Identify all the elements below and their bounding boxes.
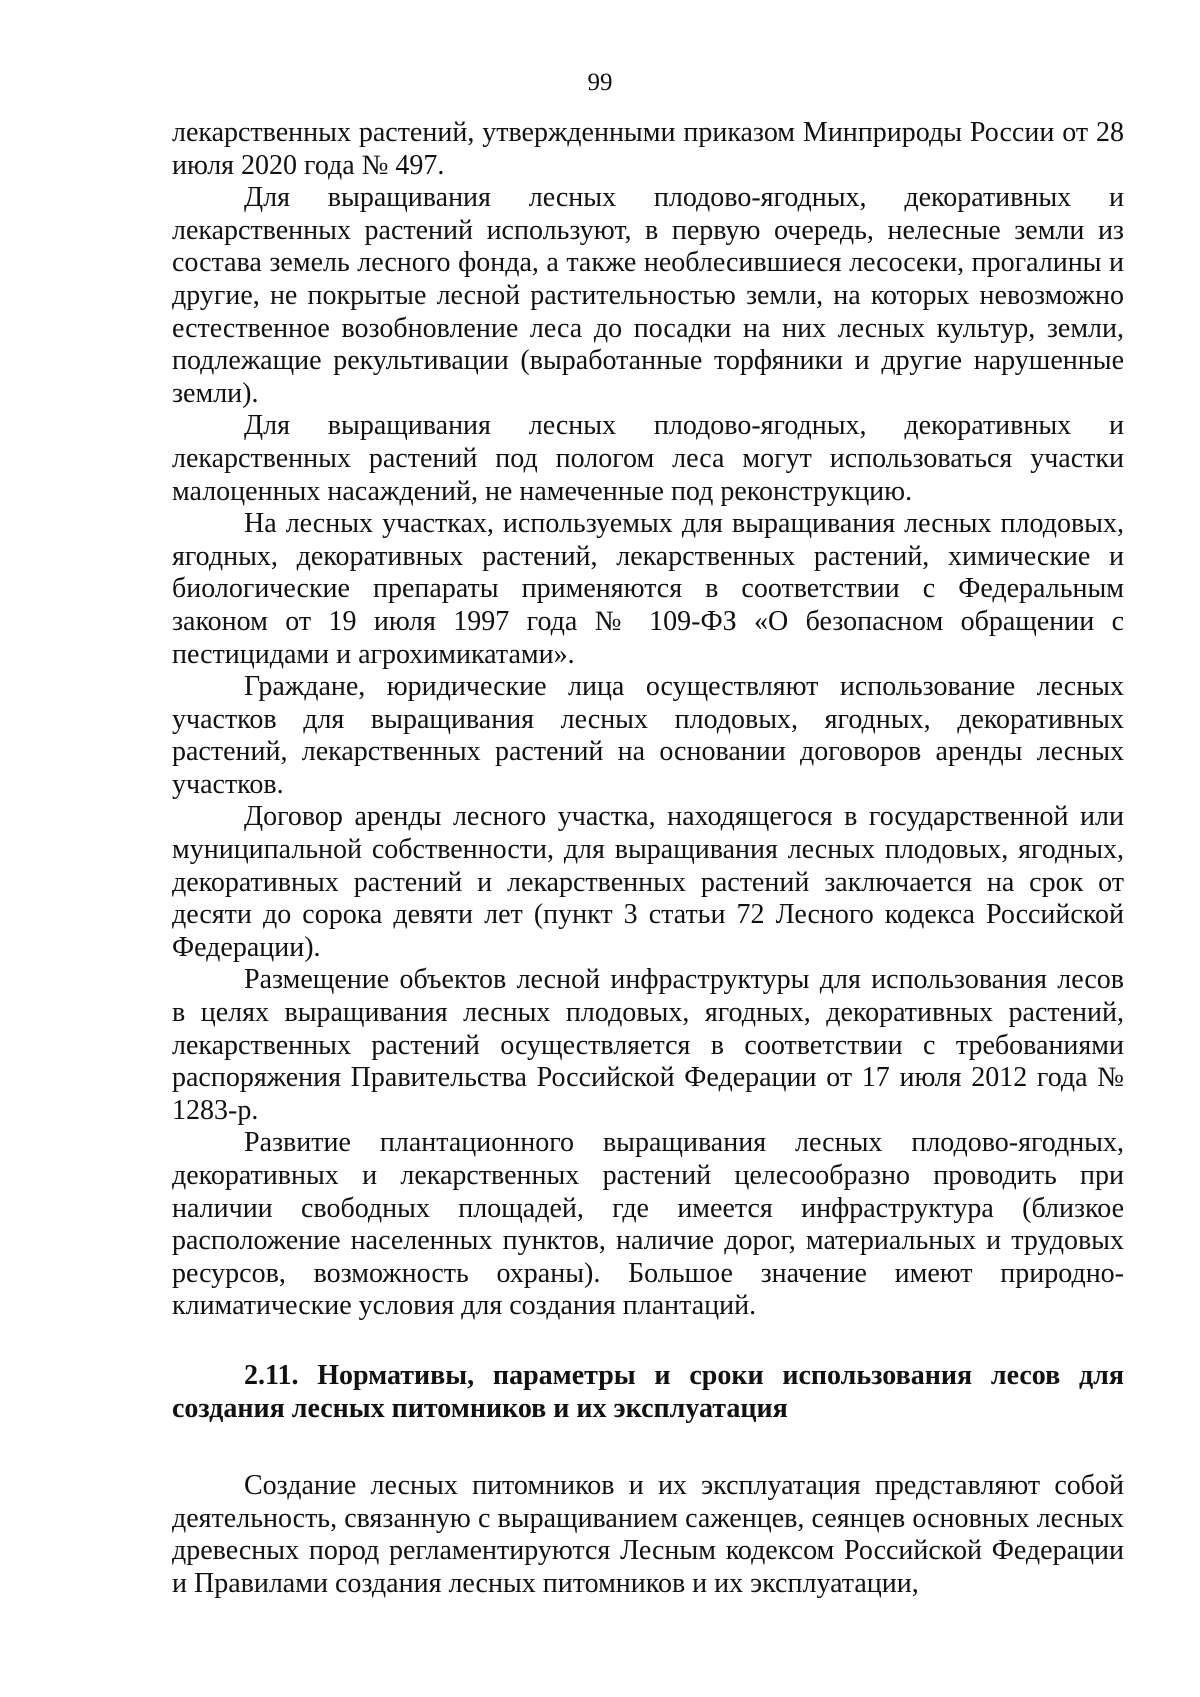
paragraph-under-canopy: Для выращивания лесных плодово-ягодных, декоративных и лекарственных растений под пологом леса могут использоваться участки малоценных насаждений, не намеченные под реконструкцию. bbox=[172, 410, 1124, 507]
page-number: 99 bbox=[587, 69, 613, 96]
paragraph-chemicals: На лесных участках, используемых для выращивания лесных плодовых, ягодных, декоративных растений, лекарственных растений, химические и биологические препараты применяются в соответствии с Федеральным законом от 19 июля 1997 года № 109-ФЗ «О безопасном обращении с пестицидами и агрохимикатами». bbox=[172, 508, 1124, 670]
paragraph-plantation: Развитие плантационного выращивания лесных плодово-ягодных, декоративных и лекарственных растений целесообразно проводить при наличии свободных площадей, где имеется инфраструктура (близкое расположение населенных пунктов, наличие дорог, материальных и трудовых ресурсов, возможность охраны). Большое значение имеют природно-климатические условия для создания плантаций. bbox=[172, 1127, 1124, 1322]
section-heading: 2.11. Нормативы, параметры и сроки использования лесов для создания лесных питомников и их эксплуатация bbox=[172, 1360, 1124, 1424]
paragraph-land-use: Для выращивания лесных плодово-ягодных, декоративных и лекарственных растений используют, в первую очередь, нелесные земли из состава земель лесного фонда, а также необлесившиеся лесосеки, прогалины и другие, не покрытые лесной растительностью земли, на которых невозможно естественное возобновление леса до посадки на них лесных культур, земли, подлежащие рекультивации (выработанные торфяники и другие нарушенные земли). bbox=[172, 182, 1124, 409]
paragraph-lease-term: Договор аренды лесного участка, находящегося в государственной или муниципальной собственности, для выращивания лесных плодовых, ягодных, декоративных растений и лекарственных растений заключается на срок от десяти до сорока девяти лет (пункт 3 статьи 72 Лесного кодекса Российской Федерации). bbox=[172, 801, 1124, 963]
body-text bbox=[172, 117, 1124, 1323]
paragraph-lease-basis: Граждане, юридические лица осуществляют использование лесных участков для выращивания лесных плодовых, ягодных, декоративных растений, лекарственных растений на основании договоров аренды лесных участков. bbox=[172, 671, 1124, 800]
paragraph-infrastructure: Размещение объектов лесной инфраструктуры для использования лесов в целях выращивания лесных плодовых, ягодных, декоративных растений, лекарственных растений осуществляется в соответствии с требованиями распоряжения Правительства Российской Федерации от 17 июля 2012 года № 1283-р. bbox=[172, 964, 1124, 1126]
paragraph-nurseries: Создание лесных питомников и их эксплуатация представляют собой деятельность, связанную с выращиванием саженцев, сеянцев основных лесных древесных пород регламентируются Лесным кодексом Российской Федерации и Правилами создания лесных питомников и их эксплуатации, bbox=[172, 1470, 1124, 1599]
section-body bbox=[172, 1470, 1124, 1600]
paragraph-continuation: лекарственных растений, утвержденными приказом Минприроды России от 28 июля 2020 года № 497. bbox=[172, 117, 1124, 181]
